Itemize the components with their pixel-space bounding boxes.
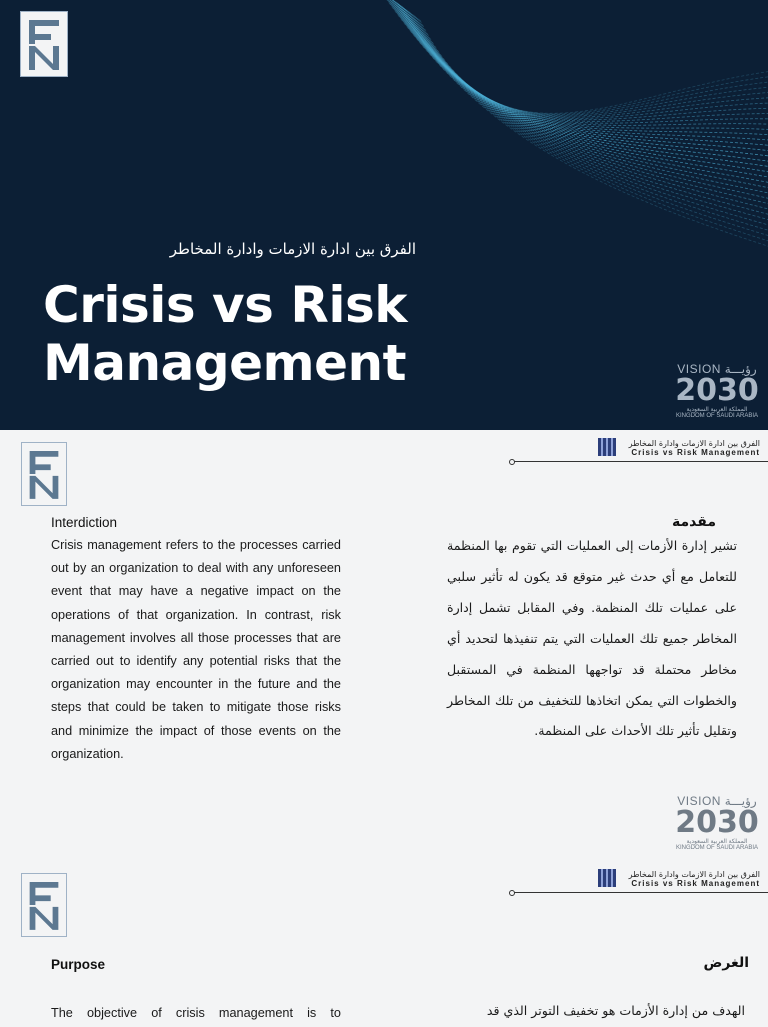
header-en: Crisis vs Risk Management [631,448,760,457]
vision-label: VISION رؤيـــة [677,794,757,808]
wave-line [390,0,768,206]
section-title-ar: الغرض [703,955,749,971]
wave-line [407,10,768,130]
header-rule [514,892,768,893]
vision-year: 2030 [675,805,759,840]
company-logo [21,442,67,506]
section-title-en: Purpose [51,957,106,972]
vision-label: VISION رؤيـــة [677,362,757,376]
company-logo [20,11,68,77]
wave-line [388,0,768,212]
page-purpose [0,850,768,1024]
body-text-en: The objective of crisis management is to [51,1006,341,1020]
vision-2030-logo [672,794,762,851]
cover-section [0,0,768,430]
wave-line [381,0,768,245]
wave-line [408,11,768,125]
header-en: Crisis vs Risk Management [631,879,760,888]
body-text-en: Crisis management refers to the processes carried out by an organization to deal with any unforeseen event that may have a negative impact on the operations of that organization. In contrast, risk management involves all those processes that are carried out to identify any potential risks that the organization may encounter in the future and the steps that could be taken to mitigate those risks and minimize the impact of those events on the organization. [51,538,341,761]
section-title-ar: مقدمة [672,514,716,530]
vision-country-ar: المملكة العربية السعودية [686,407,748,413]
body-text-ar: الهدف من إدارة الأزمات هو تخفيف التوتر الذي قد [486,1003,745,1018]
qr-code-icon [598,869,616,887]
wave-line [418,18,768,114]
fn-logo-mark [22,443,66,505]
cover-title-line1: Crisis vs Risk [43,276,407,334]
wave-line [404,8,768,141]
section-title-en: Interdiction [51,515,118,530]
wave-line [414,15,768,117]
header-rule-dot [509,890,515,896]
company-logo [21,873,67,937]
body-text-ar: تشير إدارة الأزمات إلى العمليات التي تقوم بها المنظمة للتعامل مع أي حدث غير متوقع قد يكون له تأثير سلبي على عمليات تلك المنظمة. وفي المقابل تشمل إدارة المخاطر جميع تلك العمليات التي يتم تنفيذها لتحديد أي مخاطر محتملة قد تواجهها المنظمة في المستقبل والخطوات التي يمكن اتخاذها للتخفيف من تلك المخاطر وتقليل تأثير تلك الأحداث على المنظمة. [447,538,737,739]
fn-logo-mark [22,874,66,936]
wave-line [420,20,768,113]
header-ar: الفرق بين ادارة الازمات وادارة المخاطر [628,439,760,448]
wave-line [410,13,768,122]
wave-line [385,0,768,228]
cover-title [43,276,407,392]
wave-line [419,19,768,114]
header-ar: الفرق بين ادارة الازمات وادارة المخاطر [628,870,760,879]
wave-line [416,17,768,115]
vision-country-ar: المملكة العربية السعودية [686,839,748,845]
page-introduction [0,430,768,850]
vision-country-en: KINGDOM OF SAUDI ARABIA [675,413,758,419]
vision-2030-logo [672,362,762,419]
wave-line [399,5,768,163]
vision-year: 2030 [675,373,759,408]
wave-line [409,12,768,123]
wave-line [413,15,768,119]
wave-line [415,16,768,116]
fn-logo-mark [21,12,67,76]
cover-subtitle: الفرق بين ادارة الازمات وادارة المخاطر [169,240,416,258]
header-rule-dot [509,459,515,465]
wave-line [405,9,768,135]
header-rule [514,461,768,462]
vision-country-en: KINGDOM OF SAUDI ARABIA [675,845,758,851]
cover-title-line2: Management [43,334,407,392]
page-header [629,439,760,457]
wave-line [412,14,768,120]
qr-code-icon [598,438,616,456]
wave-line [387,0,768,217]
page-header [629,870,760,888]
